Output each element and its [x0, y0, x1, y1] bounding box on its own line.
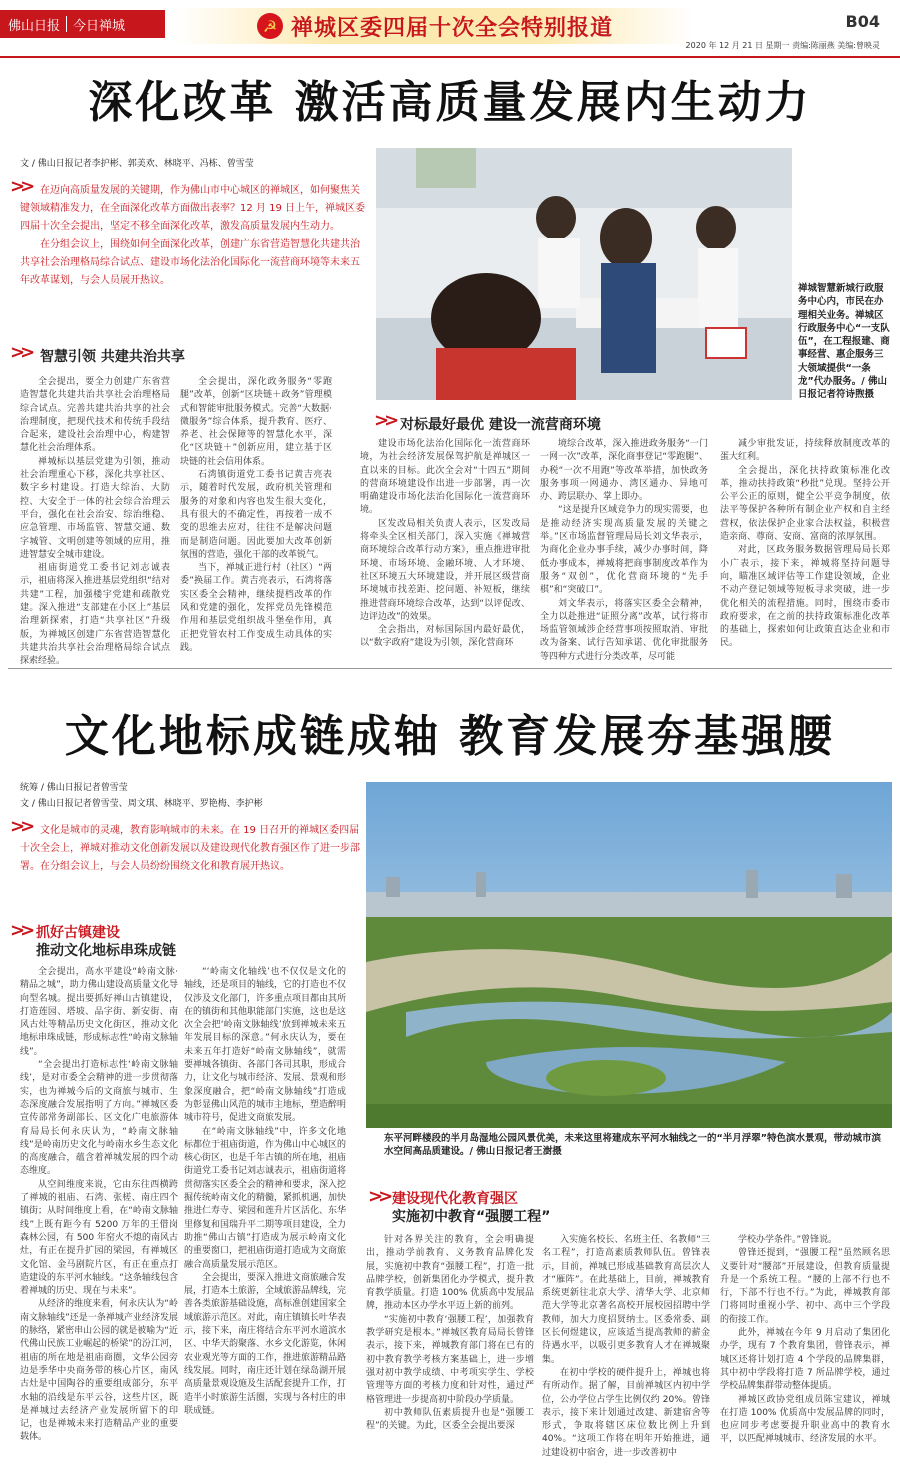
- column-1-1: 全会提出，要全力创建广东省营造智慧化共建共治共享社会治理格局综合试点。完善共建共治共享的社会治理制度，把现代技术和传统手段结合起来，建设社会治理中心，构建智慧化社会治理体系。 禅城标以基层党建为引领，推动社会治理重心下移，深化共享社区、数字乡村建设。打造大综治、大防控、大安全于一体的社会综合治理云平台，强化在社会治安、综治维稳、应急管理、市场监管、智慧交通、数字城管、文明创建等领域的应用，推进智慧安全城市建设。 祖庙街道党工委书记刘志诚表示，祖庙将深入推进基层党组织“结对共建”工程，加强楼宇党建和疏散党建。深入推进“支部建在小区上”基层治理新探索，打造“共享社区”升级版，为禅城区创建广东省营造智慧化共建共治共享社会治理格局综合试点探索经验。: [20, 377, 170, 667]
- section-heading-2-2b: 实施初中教育“强腰工程”: [392, 1209, 551, 1225]
- byline-2a: 统筹 / 佛山日报记者曾雪莹: [20, 783, 128, 793]
- column-2-2: “‘岭南文化轴线’也不仅仅是文化的轴线，还是项目的轴线，它的打造也不仅仅涉及文化部门，许多重点项目都由其所在的镇街和其他职能部门实施，这也是这次全会把‘岭南文脉轴线’放到禅城未来五年发展目标的深意。”何永庆认为，要在未来五年打造好“岭南文脉轴线”，就需要禅城各镇街、各部门各司其职，形成合力，让文化与城市经济、发展、景观和形象深度融合，把“岭南文脉轴线”打造成为彰显佛山风范的城市主地标，塑造醉明城市符号，促进文商旅发展。 在“岭南文脉轴线”中，许多文化地标都位于祖庙街道，作为佛山中心城区的核心街区，也是千年古镇的所在地，祖庙街道党工委书记刘志诚表示，祖庙街道将贯彻落实区委全会的精神和要求，深入挖掘传统岭南文化的精髓，紧抓机遇，加快推进仁寿寺、梁园和莲升片区活化、东华里修复和国瑞升平二期等项目建设，全力助推“佛山古镇”打造成为展示岭南文化的重要窗口，把祖庙街道打造成为文商旅融合高质量发展示范区。 全会提出，要深入推进文商旅融合发展，打造本土旅游，全域旅游品牌线，完善各类旅游基础设施，高标准创建国家全域旅游示范区。对此，南庄镇镇长叶华表示，接下来，南庄将结合东平河水道滨水区、中华天韵聚落、水乡文化游览，休闲农业观光等方面的工作，推进旅游精品路线发展。同时，南庄还计划在绿岛湖开展高质量景观设施及生活配套提升工作，打造半小时旅游生活圈，实现与各村庄的串联成链。: [184, 967, 347, 1416]
- header-rule: [0, 56, 900, 58]
- photo-caption-1: 禅城智慧新城行政服务中心内，市民在办理相关业务。禅城区行政服务中心“一支队伍”，在工程报建、商事经营、惠企服务三大领域提供“一条龙”代办服务。/ 佛山日报记者符诗煦摄: [798, 283, 890, 401]
- section-heading-1-2: 对标最好最优 建设一流营商环境: [400, 417, 601, 433]
- special-report-banner: [175, 8, 695, 44]
- section-name: 今日禅城: [73, 18, 126, 34]
- column-1-2: 全会提出，深化政务服务“零跑腿”改革，创新“区块链＋政务”管理模式和智能审批服务模式。完善“大数据·微服务”综合体系，提升教育、医疗、养老、社会保障等的智慧化水平，深化“区块链＋”创新应用，建立基于区块链的社会信用体系。 石湾镇街道党工委书记黄吉亮表示，随着时代发展，政府机关管理和服务的对象和内容也发生很大变化，具有很大的不确定性，再按着一成不变的思维去应对，往往不是解决问题而是制造问题。因此要加大改革创新氛围的营造，强化干部的改革锐气。 当下，禅城正进行村（社区）“两委”换届工作。黄吉亮表示，石湾将落实区委全会精神，继续提档改革的作风和党建的强化，发挥党员先锋模范作用和基层党组织战斗堡垒作用，真正把党管农村工作变成生动具体的实践。: [180, 377, 332, 653]
- lead-2: 文化是城市的灵魂，教育影响城市的未来。在 19 日召开的禅城区委四届十次全会上，禅城对推动文化创新发展以及建设现代化教育强区作了进一步部署。在分组会议上，与会人员纷纷围绕文化和教育展开热议。: [20, 825, 360, 872]
- headline-1: 深化改革 激活高质量发展内生动力: [88, 77, 812, 128]
- page-number: B04: [845, 12, 880, 31]
- chevron-icon: >>: [10, 342, 31, 363]
- lead-1: 在迈向高质量发展的关键期，作为佛山市中心城区的禅城区，如何聚焦关键领域精准发力，在全面深化改革方面做出表率？12 月 19 日上午，禅城区委四届十次全会提出，坚定不移全面深化改革，激发高质量发展内生动力。 在分组会议上，围绕如何全面深化改革，创建广东省营造智慧化共建共治共享社会治理格局综合试点、建设市场化法治化国际化一流营商环境等未来五年改革谋划，与会人员展开热议。: [20, 185, 365, 286]
- byline-2b: 文 / 佛山日报记者曾雪莹、周文琪、林晓平、罗艳梅、李护彬: [20, 799, 263, 809]
- masthead-logo: [0, 10, 165, 38]
- article-divider: [8, 668, 892, 669]
- banner-title: 禅城区委四届十次全会特别报道: [290, 14, 613, 41]
- chevron-icon: >>: [10, 816, 31, 837]
- paper-name: 佛山日报: [8, 18, 61, 34]
- masthead-divider: [66, 16, 67, 32]
- section-heading-1-1: 智慧引领 共建共治共享: [40, 349, 185, 365]
- column-1-4: 境综合改革，深入推进政务服务“一门一网一次”改革，深化商事登记“零跑腿”、办税“一次不用跑”等改革举措，加快政务服务事项一网通办、湾区通办、异地可办、跨层联办、掌上即办。 “这是提升区域竞争力的现实需要，也是推动经济实现高质量发展的关键之举。”区市场监督管理局局长刘文华表示，为商化企业办事手续，减少办事时间，降低办事成本，禅城将把商事制度改革作为服务“双创”，优化营商环境的“先手棋”和“突破口”。 刘文华表示，将落实区委全会精神，全力以赴推进“证照分离”改革，试行将市场监管领域涉企经营事项按照取消、审批改为备案、试行告知承诺、优化审批服务等四种方式进行分类改革，尽可能: [540, 439, 708, 662]
- photo-caption-2: 东平河畔楼段的半月岛湿地公园风景优美，未来这里将建成东平河水轴线之一的“半月浮翠”特色滨水景观，带动城市滨水空间高品质建设。/ 佛山日报记者王澍摄: [384, 1133, 881, 1158]
- column-2-3: 针对各界关注的教育，全会明确提出，推动学前教育、义务教育品牌化发展，实施初中教育“强腰工程”，打造一批品牌学校，创新集团化办学模式，提升教育教学质量。打造 100% 优质高中发展品牌，推动本区办学水平迈上新的前列。 “实施初中教育‘强腰工程’，加强教育教学研究是根本。”禅城区教育局局长曾锋表示，接下来，禅城教育部门将在已有的初中教育教学考核方案基础上，进一步增强对初中教学成绩、中考项实学生、学校管理等方面的考核力度和针对性，通过严格管理进一步提高初中阶段办学质量。 初中教师队伍素质提升也是“强腰工程”的关键。为此，区委全会提出要深: [366, 1235, 534, 1432]
- photo-service-center: [376, 148, 792, 400]
- section-heading-2-1a: 抓好古镇建设: [36, 925, 120, 941]
- column-2-5: 学校办学条件。”曾锋说。 曾锋还提到，“强腰工程”虽然顾名思义要针对“腰部”开展建设，但教育质量提升是一个系统工程。“腰的上部不行也不行，下部不行也不行。”为此，禅城教育部门将同时重视小学、初中、高中三个学段的衔接工作。 此外，禅城在今年 9 月启动了集团化办学，现有 7 个教育集团，曾锋表示，禅城区还将计划打造 4 个学段的品牌集群，其中初中学段将打造 7 所品牌学校，通过学校品牌集群带动整体提质。 禅城区政协党组成员陈宝建议，禅城在打造 100% 优质高中发展品牌的同时，也应同步考虑要提升职业高中的教育水平，以匹配禅城城市、经济发展的水平。: [720, 1235, 890, 1445]
- party-emblem-icon: ☭: [257, 13, 283, 39]
- chevron-icon: >>: [374, 410, 395, 431]
- section-heading-2-2a: 建设现代化教育强区: [392, 1191, 518, 1207]
- section-heading-2-1b: 推动文化地标串珠成链: [36, 943, 176, 959]
- byline-1: 文 / 佛山日报记者李护彬、郭美欢、林晓平、冯栋、曾雪莹: [20, 159, 254, 169]
- column-1-3: 建设市场化法治化国际化一流营商环境，为社会经济发展保驾护航是禅城区一直以来的目标。此次全会对“十四五”期间的营商环境建设作出进一步部署，再一次明确建设市场化法治化国际化一流营商环境。 区发改局相关负责人表示，区发改局将牵头全区相关部门，深入实施《禅城营商环境综合改革行动方案》，重点推进审批环境、市场环境、金融环境、人才环境、社区环境五大环境建设，并开展区级营商环境城市找差距、挖问题、补短板，继续推进营商环境综合改革，达到“以评促改、边评边改”的效果。 全会指出，对标国际国内最好最优，以“数字政府”建设为引领，深化营商环: [360, 439, 530, 649]
- chevron-icon: >>: [10, 920, 31, 941]
- chevron-icon: >>: [368, 1186, 389, 1207]
- column-1-5: 减少审批发证，持续释放制度改革的蛋大红利。 全会提出，深化扶持政策标准化改革，推动扶持政策“秒批”兑现。坚持公开公平公正的原则，健全公平竞争制度，依法平等保护各种所有制企业产权和自主经营权，依法保护企业家合法权益，积极营造亲商、尊商、安商、富商的浓厚氛围。 对此，区政务服务数据管理局局长郑小广表示，接下来，禅城将坚持问题导向，瞄准区域评估等工作建设领域，企业不动产登记领域等短板寻求突破，进一步优化相关的流程措施。同时，围绕市委市政府要求，在之前的扶持政策标准化改革的基础上，探索如何让政策直达企业和市民。: [720, 439, 890, 649]
- page-header: [0, 0, 900, 58]
- date-line: 2020 年 12 月 21 日 星期一 责编:陈丽燕 美编:曾映灵: [685, 41, 880, 50]
- photo-wetland-park: [366, 782, 892, 1128]
- column-2-1: 全会提出，高水平建设“岭南文脉·精品之城”，助力佛山建设高质量文化导向型名城。提出要抓好禅山古镇建设，打造莲园、塔坡、品字街、新安街、南风古灶等精品历史文化街区，推动文化地标串珠成链，形成标志性“岭南文脉轴线”。 “全会提出打造标志性‘岭南文脉轴线’，是对市委全会精神的进一步贯彻落实，也为禅城今后的文商旅与城市、生态深度融合发展指明了方向。”禅城区委宣传部常务副部长、区文化广电旅游体育局局长何永庆认为，“岭南文脉轴线”是岭南历史文化与岭南水乡生态文化的高度融合，蕴含着禅城发展的四个动态维度。 从空间维度来说，它由东往西横跨了禅城的祖庙、石湾、张槎、南庄四个镇街；从时间维度上看，在“岭南文脉轴线”上既有距今有 5200 万年的王借岗森林公园，有 500 年窑火不熄的南风古灶，有正在提升扩园的梁园，有禅城区文化馆、金马剧院片区，有正在重点打造建设的东平河水轴线。“这条轴线包含着禅城的历史、现在与未来”。 从经济的维度来看，何永庆认为“岭南文脉轴线”还是一条禅城产业经济发展的脉络，紧密串山公园的就是被喻为“近代佛山民族工业崛起的桥梁”的汾江河，祖庙的所在地是祖庙商圈，文华公园旁边是季华中央商务带的核心片区，南风古灶是中国陶谷的重要组成部分，东平水轴的沿线是东平云谷，这些片区，既是禅城过去经济产业发展所留下的印记，也是禅城未来打造精品产业的重要载体。: [20, 967, 178, 1443]
- column-2-4: 入实施名校长、名班主任、名教师“三名工程”，打造高素质教师队伍。曾锋表示，目前，禅城已形成基础教育高层次人才“雁阵”。在此基础上，目前，禅城教育系统更新往北京大学、清华大学、北京师范大学等北京著名高校开展校园招聘中学教师，加大力度招贤纳士。区委常委、副区长何煜建议，应该适当提高教师的薪金待遇水平，以吸引更多教育人才在禅城聚集。 在初中学校的硬件提升上，禅城也将有所动作。据了解，目前禅城区内初中学位，公办学位占学生比例仅约 20%。曾锋表示，接下来计划通过改建、新建宿舍等形式，争取将辖区床位数比例上升到 40%。“这项工作将在明年开始推进，通过建设初中宿舍，进一步改善初中: [542, 1235, 710, 1458]
- headline-2: 文化地标成链成轴 教育发展夯基强腰: [64, 711, 836, 762]
- chevron-icon: >>: [10, 176, 31, 197]
